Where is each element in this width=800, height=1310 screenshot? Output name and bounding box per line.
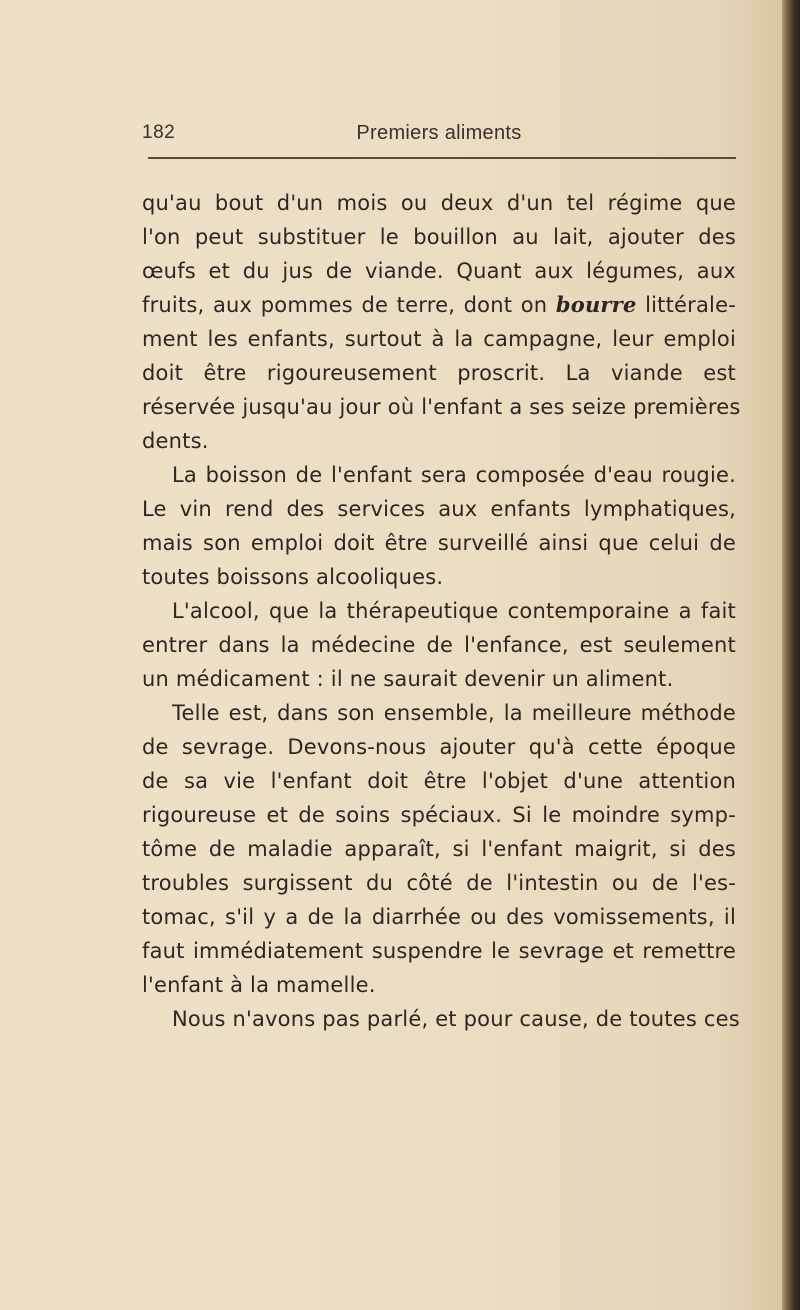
italic-word: bourre (555, 292, 637, 317)
paragraph-2 (142, 458, 736, 594)
text-line-with-italic (142, 288, 736, 322)
text-line: La boisson de l'enfant sera composée d'eau rougie. (172, 463, 736, 487)
text-line: entrer dans la médecine de l'enfance, est seulement (142, 633, 736, 657)
page-header (142, 122, 736, 146)
text-line: de sa vie l'enfant doit être l'objet d'une attention (142, 769, 736, 793)
text-line: tôme de maladie apparaît, si l'enfant maigrit, si des (142, 837, 736, 861)
text-line: rigoureuse et de soins spéciaux. Si le moindre symp- (142, 803, 736, 827)
text-line: un médicament : il ne saurait devenir un aliment. (142, 667, 674, 691)
text-line: ment les enfants, surtout à la campagne, leur emploi (142, 327, 736, 351)
text-line: mais son emploi doit être surveillé ainsi que celui de (142, 531, 736, 555)
text-segment: fruits, aux pommes de terre, dont on (142, 293, 548, 317)
text-line: troubles surgissent du côté de l'intestin ou de l'es- (142, 871, 736, 895)
paragraph-1 (142, 186, 741, 458)
text-line: toutes boissons alcooliques. (142, 565, 444, 589)
text-line: de sevrage. Devons-nous ajouter qu'à cette époque (142, 735, 736, 759)
text-line: dents. (142, 429, 209, 453)
paragraph-3 (142, 594, 736, 696)
text-segment: littérale- (645, 293, 736, 317)
body-text (142, 186, 741, 1036)
text-line: réservée jusqu'au jour où l'enfant a ses seize premières (142, 395, 741, 419)
paragraph-4 (142, 696, 736, 1002)
text-line: doit être rigoureusement proscrit. La viande est (142, 361, 736, 385)
text-line: Nous n'avons pas parlé, et pour cause, de toutes ces (172, 1007, 740, 1031)
text-line: Telle est, dans son ensemble, la meilleure méthode (172, 701, 736, 725)
text-line: l'enfant à la mamelle. (142, 973, 376, 997)
page-number: 182 (142, 122, 176, 143)
text-line: Le vin rend des services aux enfants lymphatiques, (142, 497, 736, 521)
running-head: Premiers aliments (356, 122, 522, 144)
text-line: qu'au bout d'un mois ou deux d'un tel régime que (142, 191, 736, 215)
text-line: tomac, s'il y a de la diarrhée ou des vomissements, il (142, 905, 736, 929)
header-rule (148, 157, 736, 159)
text-line: L'alcool, que la thérapeutique contemporaine a fait (172, 599, 736, 623)
text-line: l'on peut substituer le bouillon au lait, ajouter des (142, 225, 736, 249)
page-binding-edge (782, 0, 800, 1310)
paragraph-5 (142, 1002, 740, 1036)
text-line: œufs et du jus de viande. Quant aux légumes, aux (142, 259, 736, 283)
text-line: faut immédiatement suspendre le sevrage et remettre (142, 939, 736, 963)
